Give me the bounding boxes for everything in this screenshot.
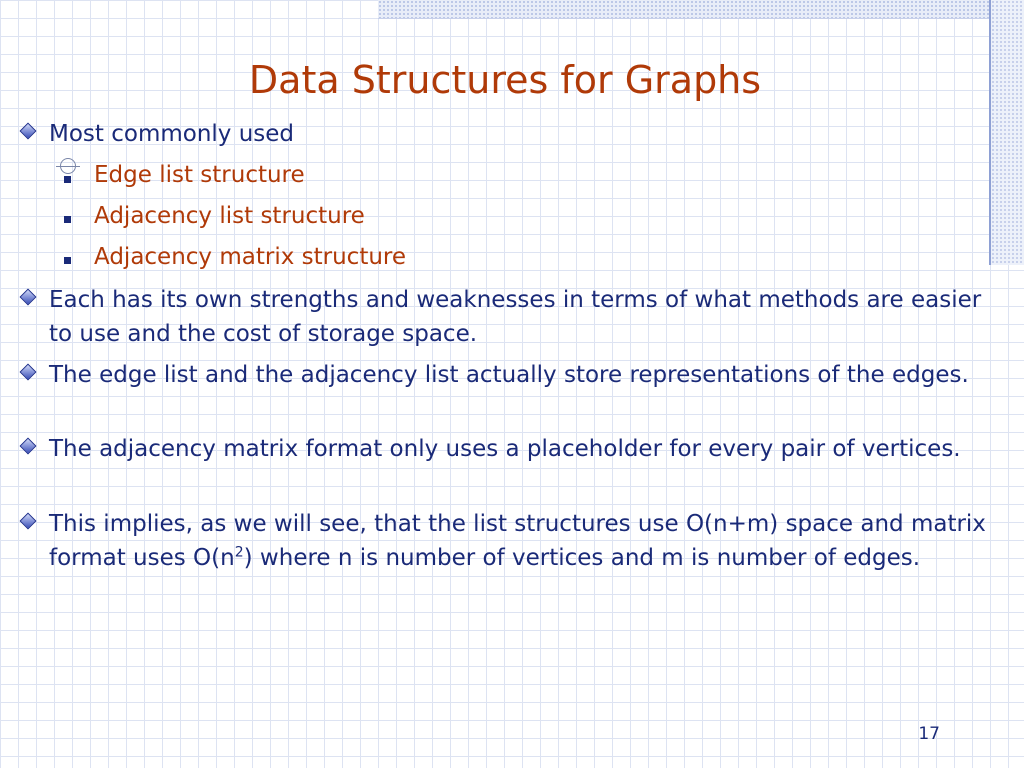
- sub-bullet-edge-list: Edge list structure: [94, 162, 305, 188]
- bullet-strengths-weaknesses: Each has its own strengths and weaknesses in terms of what methods are easier to use and the cost of storage space.: [49, 287, 982, 347]
- square-bullet-icon: [64, 216, 71, 223]
- diamond-bullet-icon: [20, 289, 37, 306]
- diamond-bullet-icon: [20, 364, 37, 381]
- superscript-two: 2: [234, 544, 244, 561]
- bullet-space-complexity: [49, 507, 989, 575]
- slide-title: Data Structures for Graphs: [248, 58, 762, 102]
- sub-bullet-adjacency-list: Adjacency list structure: [94, 203, 365, 229]
- diamond-bullet-icon: [20, 513, 37, 530]
- space-complexity-text-after: ) where n is number of vertices and m is number of edges.: [243, 545, 921, 571]
- crosshair-line: [56, 166, 80, 167]
- diamond-bullet-icon: [20, 438, 37, 455]
- sub-bullet-adjacency-matrix: Adjacency matrix structure: [94, 244, 407, 270]
- space-complexity-text-before: This implies, as we will see, that the list structures use O(n+m) space and matrix format uses O(n: [49, 511, 986, 571]
- bullet-most-commonly-used: Most commonly used: [49, 121, 295, 147]
- square-bullet-icon: [64, 257, 71, 264]
- top-decorative-band: [378, 0, 1024, 19]
- square-bullet-icon: [64, 176, 71, 183]
- bullet-edge-representations: The edge list and the adjacency list actually store representations of the edges.: [49, 362, 969, 388]
- right-decorative-strip: [991, 0, 1024, 265]
- slide-number: 17: [918, 724, 940, 744]
- diamond-bullet-icon: [20, 123, 37, 140]
- bullet-matrix-placeholder: The adjacency matrix format only uses a placeholder for every pair of vertices.: [49, 436, 961, 462]
